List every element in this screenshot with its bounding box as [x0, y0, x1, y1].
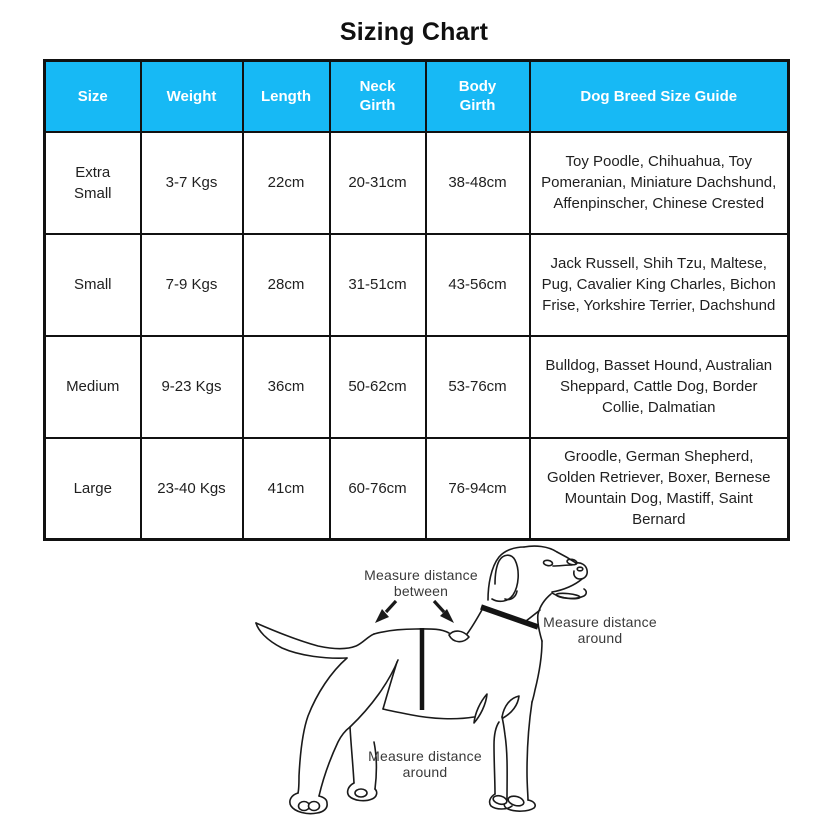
dog-tail-line — [256, 623, 374, 649]
cell-body-girth: 53-76cm — [426, 336, 530, 438]
header-cell-neck-girth: Neck Girth — [330, 61, 426, 132]
length-arrow-left — [386, 601, 396, 612]
sizing-table-container — [43, 59, 790, 541]
dog-toe — [309, 802, 320, 811]
length-arrow-right — [434, 601, 444, 612]
cell-length: 41cm — [243, 438, 330, 540]
cell-length: 28cm — [243, 234, 330, 336]
body-measure-label-line2: around — [402, 764, 448, 780]
length-measure-label-line1: Measure distance — [364, 567, 478, 583]
cell-breed-guide: Toy Poodle, Chihuahua, Toy Pomeranian, Miniature Dachshund, Affenpinscher, Chinese Crested — [530, 132, 789, 234]
cell-weight: 9-23 Kgs — [141, 336, 243, 438]
header-cell-body-girth: Body Girth — [426, 61, 530, 132]
dog-nostril — [577, 567, 583, 571]
cell-breed-guide: Bulldog, Basset Hound, Australian Sheppard, Cattle Dog, Border Collie, Dalmatian — [530, 336, 789, 438]
header-cell-length: Length — [243, 61, 330, 132]
length-measure-label-line2: between — [393, 583, 449, 599]
cell-size: Small — [45, 234, 141, 336]
header-cell-weight: Weight — [141, 61, 243, 132]
cell-neck-girth: 31-51cm — [330, 234, 426, 336]
cell-neck-girth: 60-76cm — [330, 438, 426, 540]
cell-length: 22cm — [243, 132, 330, 234]
page-title: Sizing Chart — [339, 18, 489, 46]
dog-head-crown — [524, 546, 557, 552]
cell-body-girth: 43-56cm — [426, 234, 530, 336]
body-measure-label-line1: Measure distance — [368, 748, 482, 764]
neck-measure-label-line1: Measure distance — [543, 614, 657, 630]
dog-stop-line — [557, 552, 576, 563]
sizing-table — [43, 59, 790, 541]
dog-elbow-flap — [474, 694, 487, 723]
dog-withers-flap — [449, 631, 469, 642]
dog-tail-line — [256, 623, 347, 658]
cell-neck-girth: 20-31cm — [330, 132, 426, 234]
dog-elbow-flap — [502, 696, 519, 718]
dog-back-line — [374, 629, 449, 634]
cell-body-girth: 76-94cm — [426, 438, 530, 540]
dog-hind-paw — [348, 783, 377, 801]
table-row-large — [45, 438, 789, 540]
dog-front-paw — [504, 799, 535, 811]
length-arrow-left-head — [375, 609, 389, 623]
dog-toe — [492, 794, 508, 805]
dog-upper-lip — [552, 579, 582, 592]
cell-size: Extra Small — [45, 132, 141, 234]
cell-size: Medium — [45, 336, 141, 438]
table-row-small — [45, 234, 789, 336]
dog-belly-line — [383, 709, 474, 719]
neck-measure-label-line2: around — [577, 630, 623, 646]
dog-front-leg — [527, 702, 532, 800]
dog-eye — [543, 560, 553, 567]
cell-size: Large — [45, 438, 141, 540]
dog-lower-lip — [552, 589, 586, 598]
dog-mouth-line — [556, 592, 580, 599]
dog-hind-paw — [290, 793, 327, 814]
table-row-extra-small — [45, 132, 789, 234]
dog-nose — [574, 563, 587, 579]
dog-toe — [507, 795, 525, 808]
cell-neck-girth: 50-62cm — [330, 336, 426, 438]
neck-measure-label — [510, 614, 690, 646]
cell-breed-guide: Jack Russell, Shih Tzu, Maltese, Pug, Cavalier King Charles, Bichon Frise, Yorkshire Terrier, Dachshund — [530, 234, 789, 336]
dog-groin-line — [383, 662, 397, 709]
cell-weight: 7-9 Kgs — [141, 234, 243, 336]
cell-weight: 3-7 Kgs — [141, 132, 243, 234]
table-header-row — [45, 61, 789, 132]
dog-brow-line — [553, 565, 572, 566]
body-measure-label — [335, 748, 515, 780]
dog-chest-line — [532, 641, 542, 702]
dog-front-paw — [490, 794, 512, 809]
cell-body-girth: 38-48cm — [426, 132, 530, 234]
table-row-medium — [45, 336, 789, 438]
dog-snout-curl — [567, 558, 578, 565]
header-cell-size: Size — [45, 61, 141, 132]
cell-weight: 23-40 Kgs — [141, 438, 243, 540]
cell-length: 36cm — [243, 336, 330, 438]
length-arrow-right-head — [440, 609, 454, 623]
dog-toe — [299, 802, 310, 811]
dog-neck-line — [467, 608, 483, 634]
length-measure-label — [331, 567, 511, 599]
dog-thigh-line — [350, 660, 398, 727]
header-cell-breed-guide: Dog Breed Size Guide — [530, 61, 789, 132]
cell-breed-guide: Groodle, German Shepherd, Golden Retriever, Boxer, Bernese Mountain Dog, Mastiff, Saint Bernard — [530, 438, 789, 540]
dog-toe — [355, 789, 367, 797]
